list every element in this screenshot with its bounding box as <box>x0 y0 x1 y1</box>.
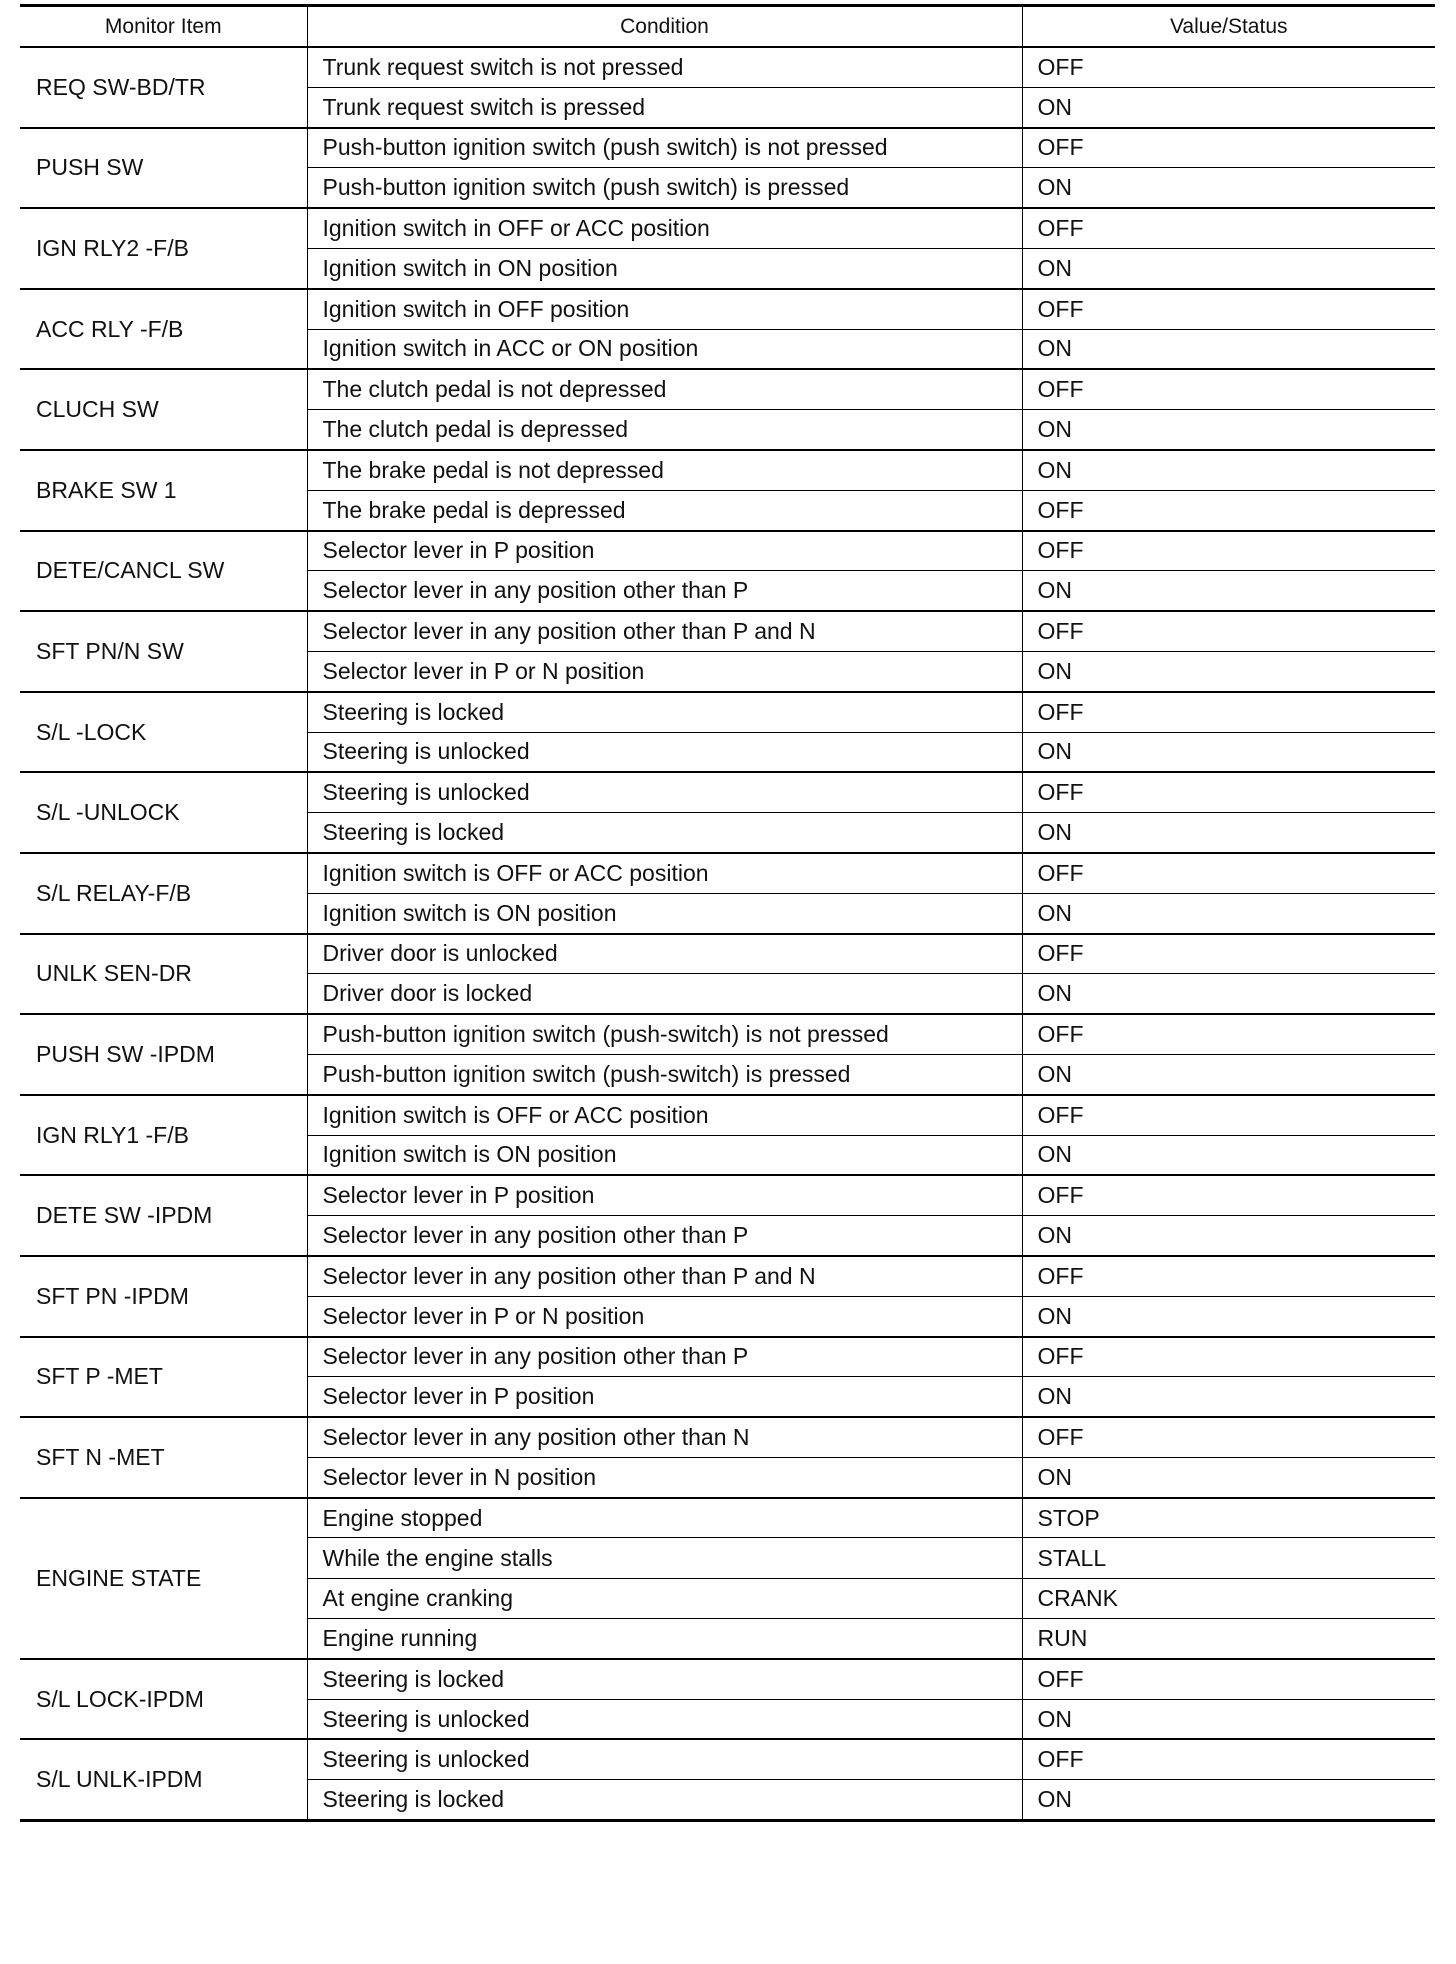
condition-cell: Ignition switch in ON position <box>307 248 1022 288</box>
value-status-cell: OFF <box>1022 611 1435 651</box>
monitor-item-cell: ENGINE STATE <box>20 1498 307 1659</box>
value-status-cell: OFF <box>1022 1095 1435 1135</box>
header-value-status: Value/Status <box>1022 6 1435 48</box>
value-status-cell: OFF <box>1022 1014 1435 1054</box>
value-status-cell: ON <box>1022 974 1435 1014</box>
value-status-cell: STOP <box>1022 1498 1435 1538</box>
value-status-cell: ON <box>1022 1699 1435 1739</box>
condition-cell: Steering is locked <box>307 813 1022 853</box>
value-status-cell: RUN <box>1022 1619 1435 1659</box>
monitor-item-cell: DETE/CANCL SW <box>20 531 307 612</box>
condition-cell: Trunk request switch is pressed <box>307 87 1022 127</box>
monitor-item-cell: SFT PN/N SW <box>20 611 307 692</box>
value-status-cell: OFF <box>1022 1417 1435 1457</box>
condition-cell: The brake pedal is depressed <box>307 490 1022 530</box>
monitor-item-cell: ACC RLY -F/B <box>20 289 307 370</box>
condition-cell: Selector lever in P position <box>307 1175 1022 1215</box>
header-condition: Condition <box>307 6 1022 48</box>
condition-cell: At engine cranking <box>307 1578 1022 1618</box>
condition-cell: The clutch pedal is depressed <box>307 410 1022 450</box>
condition-cell: Push-button ignition switch (push-switch) is pressed <box>307 1054 1022 1094</box>
value-status-cell: ON <box>1022 732 1435 772</box>
condition-cell: Steering is unlocked <box>307 1739 1022 1779</box>
monitor-table <box>20 4 1435 1822</box>
condition-cell: Ignition switch is ON position <box>307 893 1022 933</box>
table-row <box>20 1014 1435 1054</box>
value-status-cell: ON <box>1022 813 1435 853</box>
monitor-item-cell: S/L -UNLOCK <box>20 772 307 853</box>
value-status-cell: STALL <box>1022 1538 1435 1578</box>
condition-cell: Steering is locked <box>307 1780 1022 1820</box>
value-status-cell: ON <box>1022 168 1435 208</box>
monitor-item-cell: S/L LOCK-IPDM <box>20 1659 307 1740</box>
condition-cell: Selector lever in any position other than P <box>307 571 1022 611</box>
table-row <box>20 611 1435 651</box>
table-row <box>20 531 1435 571</box>
condition-cell: Steering is unlocked <box>307 1699 1022 1739</box>
condition-cell: Push-button ignition switch (push switch) is not pressed <box>307 128 1022 168</box>
value-status-cell: CRANK <box>1022 1578 1435 1618</box>
condition-cell: Push-button ignition switch (push switch) is pressed <box>307 168 1022 208</box>
table-row <box>20 47 1435 87</box>
condition-cell: Selector lever in P or N position <box>307 651 1022 691</box>
value-status-cell: OFF <box>1022 772 1435 812</box>
value-status-cell: ON <box>1022 410 1435 450</box>
monitor-item-cell: S/L -LOCK <box>20 692 307 773</box>
condition-cell: Ignition switch is OFF or ACC position <box>307 853 1022 893</box>
condition-cell: Engine stopped <box>307 1498 1022 1538</box>
condition-cell: Driver door is locked <box>307 974 1022 1014</box>
condition-cell: Selector lever in any position other than P and N <box>307 611 1022 651</box>
table-row <box>20 1095 1435 1135</box>
value-status-cell: ON <box>1022 1377 1435 1417</box>
monitor-item-cell: CLUCH SW <box>20 369 307 450</box>
monitor-item-cell: PUSH SW <box>20 128 307 209</box>
condition-cell: Ignition switch in OFF or ACC position <box>307 208 1022 248</box>
value-status-cell: ON <box>1037 1785 1072 1812</box>
condition-cell: Steering is locked <box>307 1659 1022 1699</box>
monitor-item-cell: UNLK SEN-DR <box>20 934 307 1015</box>
table-row <box>20 208 1435 248</box>
monitor-item-cell: BRAKE SW 1 <box>20 450 307 531</box>
value-status-cell: OFF <box>1022 1175 1435 1215</box>
value-status-cell: OFF <box>1022 369 1435 409</box>
value-status-cell: OFF <box>1022 1256 1435 1296</box>
value-status-cell: OFF <box>1022 934 1435 974</box>
value-status-cell: OFF <box>1022 1659 1435 1699</box>
table-row <box>20 369 1435 409</box>
value-status-cell: OFF <box>1022 531 1435 571</box>
table-row <box>20 1498 1435 1538</box>
value-status-cell: ON <box>1022 1216 1435 1256</box>
header-monitor-item: Monitor Item <box>20 6 307 48</box>
value-status-cell: OFF <box>1022 1739 1435 1779</box>
value-status-cell: OFF <box>1022 692 1435 732</box>
value-status-cell: ON <box>1022 1457 1435 1497</box>
table-row <box>20 128 1435 168</box>
table-row <box>20 1739 1435 1779</box>
value-status-cell: ON <box>1022 248 1435 288</box>
condition-cell: Ignition switch in ACC or ON position <box>307 329 1022 369</box>
condition-cell: Steering is locked <box>307 692 1022 732</box>
condition-cell: While the engine stalls <box>307 1538 1022 1578</box>
condition-cell: Selector lever in P position <box>307 1377 1022 1417</box>
table-row <box>20 1337 1435 1377</box>
monitor-item-cell: SFT N -MET <box>20 1417 307 1498</box>
condition-cell: Ignition switch is ON position <box>307 1135 1022 1175</box>
value-status-cell: ON <box>1022 1135 1435 1175</box>
table-row <box>20 692 1435 732</box>
condition-cell: Steering is unlocked <box>307 772 1022 812</box>
monitor-item-cell: PUSH SW -IPDM <box>20 1014 307 1095</box>
value-status-cell: OFF <box>1022 47 1435 87</box>
condition-cell: Ignition switch in OFF position <box>307 289 1022 329</box>
value-status-cell: ON <box>1022 651 1435 691</box>
table-row <box>20 934 1435 974</box>
table-row <box>20 289 1435 329</box>
condition-cell: The brake pedal is not depressed <box>307 450 1022 490</box>
condition-cell: The clutch pedal is not depressed <box>307 369 1022 409</box>
condition-cell: Selector lever in N position <box>307 1457 1022 1497</box>
monitor-item-cell: DETE SW -IPDM <box>20 1175 307 1256</box>
table-row <box>20 772 1435 812</box>
value-status-cell: OFF <box>1022 853 1435 893</box>
table-row <box>20 1175 1435 1215</box>
monitor-item-cell: REQ SW-BD/TR <box>20 47 307 128</box>
condition-cell: Selector lever in P position <box>307 531 1022 571</box>
table-row <box>20 450 1435 490</box>
value-status-cell: ON <box>1022 87 1435 127</box>
monitor-item-cell: SFT P -MET <box>20 1337 307 1418</box>
condition-cell: Selector lever in any position other than P and N <box>307 1256 1022 1296</box>
condition-cell: Trunk request switch is not pressed <box>307 47 1022 87</box>
table-row <box>20 853 1435 893</box>
value-status-cell: OFF <box>1022 490 1435 530</box>
table-row <box>20 1417 1435 1457</box>
monitor-item-cell: IGN RLY1 -F/B <box>20 1095 307 1176</box>
condition-cell: Selector lever in any position other than P <box>307 1337 1022 1377</box>
value-status-cell: OFF <box>1022 289 1435 329</box>
value-status-cell: ON <box>1022 1054 1435 1094</box>
value-status-cell: ON <box>1022 1296 1435 1336</box>
value-status-cell: OFF <box>1022 1337 1435 1377</box>
condition-cell: Engine running <box>307 1619 1022 1659</box>
table-row <box>20 1256 1435 1296</box>
table-row <box>20 1659 1435 1699</box>
monitor-item-cell: SFT PN -IPDM <box>20 1256 307 1337</box>
monitor-table-page <box>20 4 1435 1822</box>
condition-cell: Selector lever in P or N position <box>307 1296 1022 1336</box>
header-row <box>20 6 1435 48</box>
monitor-item-cell: IGN RLY2 -F/B <box>20 208 307 289</box>
condition-cell: Selector lever in any position other than P <box>307 1216 1022 1256</box>
table-header <box>20 6 1435 48</box>
value-status-cell: OFF <box>1022 128 1435 168</box>
condition-cell: Selector lever in any position other than N <box>307 1417 1022 1457</box>
condition-cell: Ignition switch is OFF or ACC position <box>307 1095 1022 1135</box>
value-status-cell: ON <box>1022 450 1435 490</box>
monitor-item-cell: S/L RELAY-F/B <box>20 853 307 934</box>
value-status-cell: ON <box>1022 329 1435 369</box>
condition-cell: Driver door is unlocked <box>307 934 1022 974</box>
value-status-cell: OFF <box>1022 208 1435 248</box>
table-body <box>20 47 1435 1820</box>
value-status-cell: ON <box>1022 571 1435 611</box>
condition-cell: Push-button ignition switch (push-switch) is not pressed <box>307 1014 1022 1054</box>
value-status-cell: ON <box>1022 893 1435 933</box>
condition-cell: Steering is unlocked <box>307 732 1022 772</box>
monitor-item-cell: S/L UNLK-IPDM <box>20 1739 307 1820</box>
